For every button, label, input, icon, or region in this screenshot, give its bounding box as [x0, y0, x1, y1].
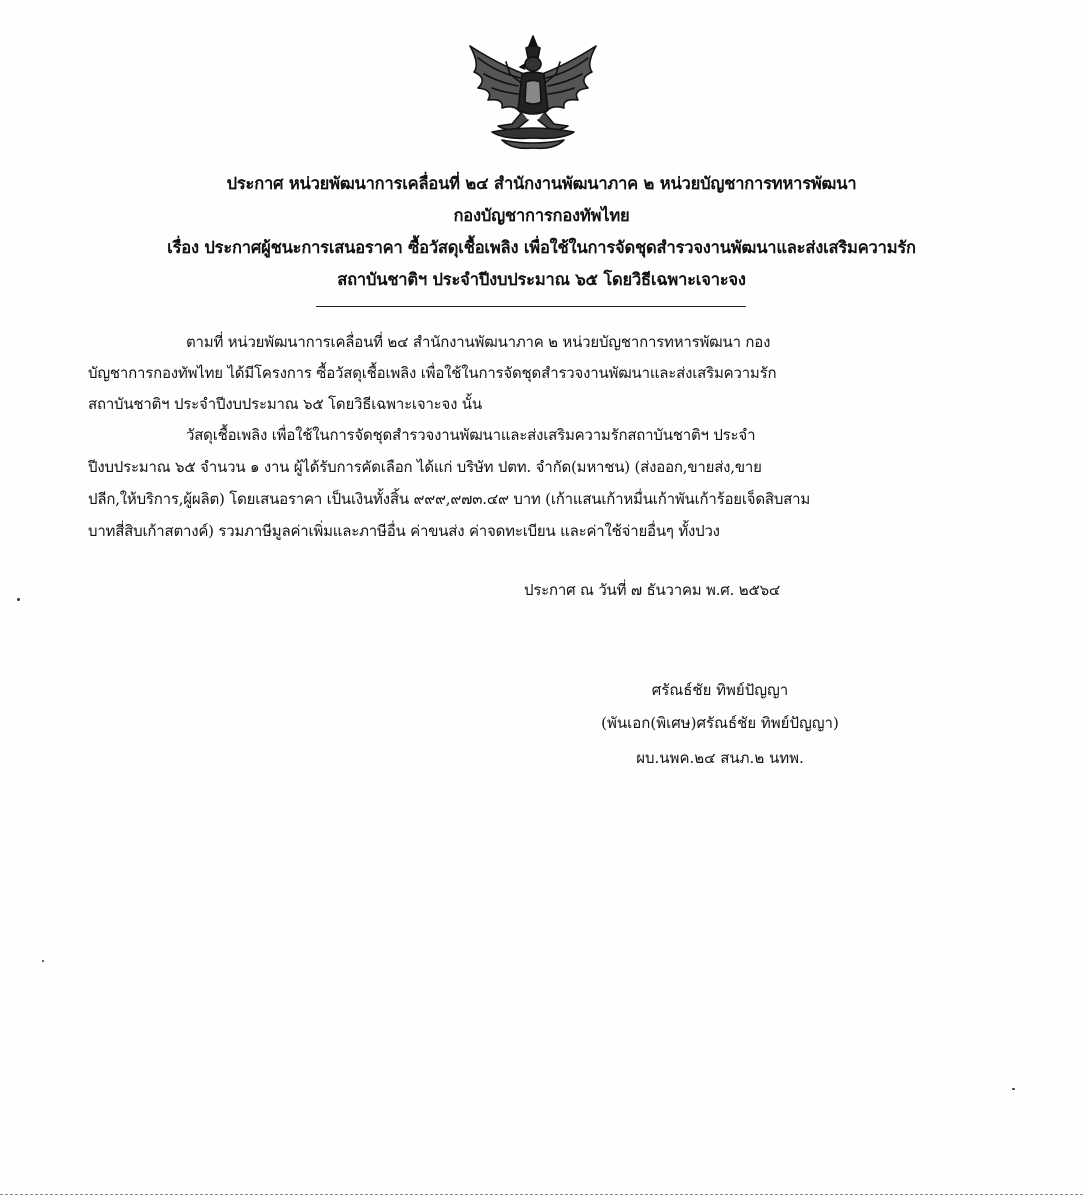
- scan-speck: [17, 598, 20, 601]
- body-paragraph-2-line-3: ปลีก,ให้บริการ,ผู้ผลิต) โดยเสนอราคา เป็นเงินทั้งสิ้น ๙๙๙,๙๗๓.๔๙ บาท (เก้าแสนเก้าหมื่นเก้าพันเก้าร้อยเจ็ดสิบสาม: [88, 490, 811, 508]
- announcement-date: ประกาศ ณ วันที่ ๗ ธันวาคม พ.ศ. ๒๕๖๔: [524, 581, 781, 599]
- signature-full-name: (พันเอก(พิเศษ)ศรัณธ์ชัย ทิพย์ปัญญา): [601, 714, 839, 732]
- garuda-emblem-icon: [458, 34, 608, 152]
- subject-line-2: สถาบันชาติฯ ประจำปีงบประมาณ ๖๕ โดยวิธีเฉพาะเจาะจง: [337, 270, 746, 289]
- body-paragraph-2-line-2: ปีงบประมาณ ๖๕ จำนวน ๑ งาน ผู้ได้รับการคัดเลือก ได้แก่ บริษัท ปตท. จำกัด(มหาชน) (ส่งออก,ขายส่ง,ขาย: [88, 458, 762, 476]
- body-paragraph-2-line-4: บาทสี่สิบเก้าสตางค์) รวมภาษีมูลค่าเพิ่มและภาษีอื่น ค่าขนส่ง ค่าจดทะเบียน และค่าใช้จ่ายอื่นๆ ทั้งปวง: [88, 522, 720, 540]
- scan-bottom-edge: [0, 1194, 1083, 1195]
- body-paragraph-1-line-2: บัญชาการกองทัพไทย ได้มีโครงการ ซื้อวัสดุเชื้อเพลิง เพื่อใช้ในการจัดชุดสำรวจงานพัฒนาและส่งเสริมความรัก: [88, 364, 777, 382]
- body-paragraph-1-line-1: ตามที่ หน่วยพัฒนาการเคลื่อนที่ ๒๔ สำนักงานพัฒนาภาค ๒ หน่วยบัญชาการทหารพัฒนา กอง: [186, 333, 771, 351]
- signature-position: ผบ.นพค.๒๔ สนภ.๒ นทพ.: [636, 749, 804, 767]
- subject-line-1: เรื่อง ประกาศผู้ชนะการเสนอราคา ซื้อวัสดุเชื้อเพลิง เพื่อใช้ในการจัดชุดสำรวจงานพัฒนาและส่งเสริมความรัก: [167, 238, 916, 257]
- title-divider: [316, 306, 746, 307]
- announcement-title-line-1: ประกาศ หน่วยพัฒนาการเคลื่อนที่ ๒๔ สำนักงานพัฒนาภาค ๒ หน่วยบัญชาการทหารพัฒนา: [226, 174, 857, 193]
- announcement-title-line-2: กองบัญชาการกองทัพไทย: [453, 206, 630, 225]
- scan-speck: [1012, 1088, 1015, 1090]
- signature-signed-name: ศรัณธ์ชัย ทิพย์ปัญญา: [651, 681, 789, 699]
- body-paragraph-2-line-1: วัสดุเชื้อเพลิง เพื่อใช้ในการจัดชุดสำรวจงานพัฒนาและส่งเสริมความรักสถาบันชาติฯ ประจำ: [186, 426, 756, 444]
- scan-speck: [42, 960, 44, 962]
- body-paragraph-1-line-3: สถาบันชาติฯ ประจำปีงบประมาณ ๖๕ โดยวิธีเฉพาะเจาะจง นั้น: [88, 395, 482, 413]
